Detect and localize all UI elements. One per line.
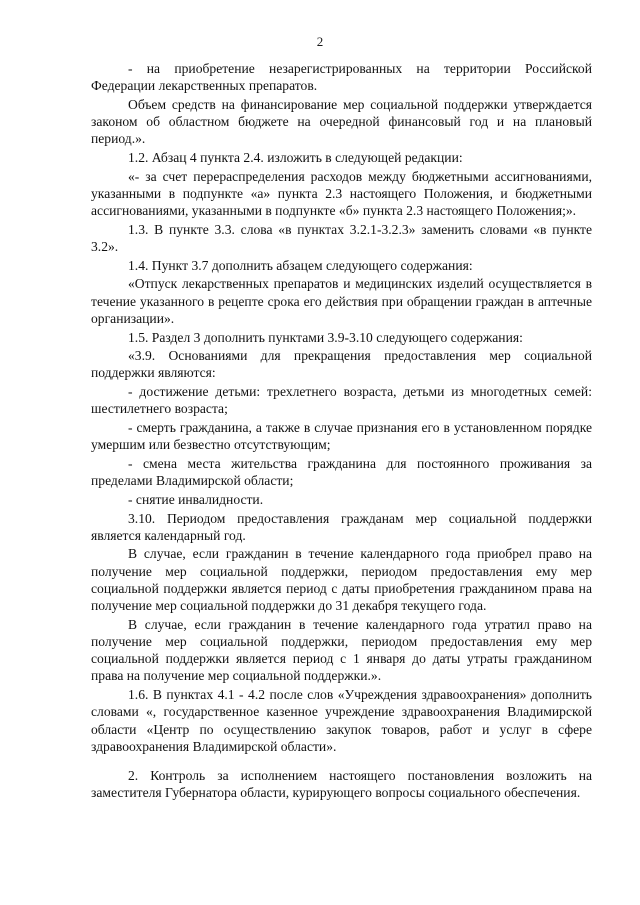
paragraph-13: - снятие инвалидности. <box>128 491 264 507</box>
paragraph-18: 2. Контроль за исполнением настоящего постановления возложить на заместителя Губернатора области, курирующего вопросы социального обеспечения. <box>91 767 592 801</box>
paragraph-1: - на приобретение незарегистрированных на территории Российской Федерации лекарственных препаратов. <box>91 61 592 94</box>
paragraph-14: 3.10. Периодом предоставления гражданам мер социальной поддержки является календарный год. <box>91 510 592 543</box>
paragraph-15: В случае, если гражданин в течение календарного года приобрел право на получение мер социальной поддержки, периодом предоставления ему мер социальной поддержки является период с даты приобретения гражданином права на получение мер социальной поддержки до 31 декабря текущего года. <box>91 546 592 614</box>
paragraph-16: В случае, если гражданин в течение календарного года утратил право на получение мер социальной поддержки, периодом предоставления ему мер социальной поддержки является период с 1 января до даты утраты гражданином права на получение мер социальной поддержки.». <box>91 616 592 684</box>
paragraph-7: «Отпуск лекарственных препаратов и медицинских изделий осуществляется в течение указанного в рецепте срока его действия при обращении граждан в аптечные организации». <box>91 276 592 326</box>
paragraph-9: «3.9. Основаниями для прекращения предоставления мер социальной поддержки являются: <box>91 348 592 381</box>
paragraph-12: - смена места жительства гражданина для постоянного проживания за пределами Владимирской области; <box>91 455 592 489</box>
paragraph-6: 1.4. Пункт 3.7 дополнить абзацем следующего содержания: <box>128 257 473 273</box>
paragraph-2: Объем средств на финансирование мер социальной поддержки утверждается законом об областном бюджете на очередной финансовый год и на плановый период.». <box>91 96 592 147</box>
paragraph-3: 1.2. Абзац 4 пункта 2.4. изложить в следующей редакции: <box>128 150 463 166</box>
paragraph-17: 1.6. В пунктах 4.1 - 4.2 после слов «Учреждения здравоохранения» дополнить словами «, государственное казенное учреждение здравоохранения Владимирской области «Центр по осуществлению закупок товаров, работ и услуг в сфере здравоохранения Владимирской области». <box>91 687 592 754</box>
paragraph-5: 1.3. В пункте 3.3. слова «в пунктах 3.2.1-3.2.3» заменить словами «в пункте 3.2». <box>91 221 592 255</box>
paragraph-8: 1.5. Раздел 3 дополнить пунктами 3.9-3.10 следующего содержания: <box>128 329 523 345</box>
paragraph-4: «- за счет перераспределения расходов между бюджетными ассигнованиями, указанными в подпункте «а» пункта 2.3 настоящего Положения, и бюджетными ассигнованиями, указанными в подпункте «б» пункта 2.3 настоящего Положения;». <box>91 168 592 219</box>
document-body <box>91 60 592 803</box>
paragraph-10: - достижение детьми: трехлетнего возраста, детьми из многодетных семей: шестилетнего возраста; <box>91 384 592 417</box>
paragraph-11: - смерть гражданина, а также в случае признания его в установленном порядке умершим или безвестно отсутствующим; <box>91 420 592 453</box>
page-number: 2 <box>316 34 324 49</box>
